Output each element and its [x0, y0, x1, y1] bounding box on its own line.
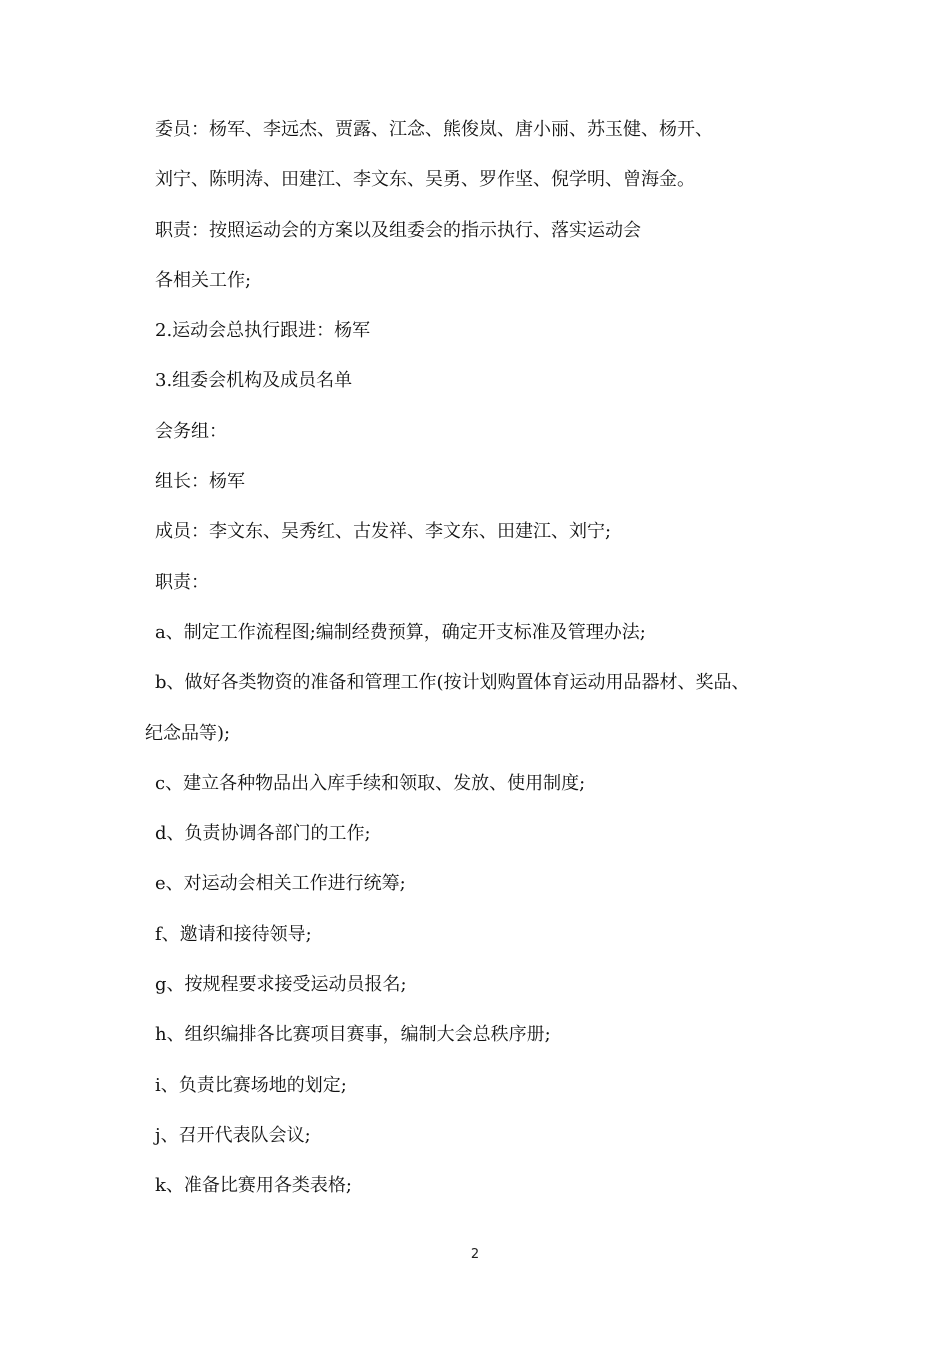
text-line: a、制定工作流程图;编制经费预算，确定开支标准及管理办法; [155, 621, 646, 643]
text-line: e、对运动会相关工作进行统筹; [155, 873, 406, 895]
text-line: 3.组委会机构及成员名单 [155, 370, 353, 392]
text-line: 2.运动会总执行跟进：杨军 [155, 320, 371, 342]
text-line: i、负责比赛场地的划定; [155, 1074, 347, 1096]
page-number: 2 [470, 1247, 480, 1262]
document-body [0, 115, 950, 1222]
text-line: h、组织编排各比赛项目赛事，编制大会总秩序册; [155, 1024, 551, 1046]
text-line: 组长：杨军 [155, 471, 245, 493]
text-line: 纪念品等); [145, 722, 231, 744]
text-line: k、准备比赛用各类表格; [155, 1175, 352, 1197]
text-line: 职责： [155, 571, 209, 593]
text-line: f、邀请和接待领导; [155, 923, 312, 945]
text-line: g、按规程要求接受运动员报名; [155, 974, 407, 996]
text-line: 会务组： [155, 420, 227, 442]
text-line: j、召开代表队会议; [155, 1124, 311, 1146]
text-line: 成员：李文东、吴秀红、古发祥、李文东、田建江、刘宁; [155, 521, 612, 543]
text-line: 各相关工作; [155, 269, 252, 291]
text-line: 刘宁、陈明涛、田建江、李文东、吴勇、罗作坚、倪学明、曾海金。 [155, 169, 695, 191]
text-line: b、做好各类物资的准备和管理工作(按计划购置体育运动用品器材、奖品、 [155, 672, 750, 694]
text-line: d、负责协调各部门的工作; [155, 823, 371, 845]
text-line: c、建立各种物品出入库手续和领取、发放、使用制度; [155, 772, 586, 794]
text-line: 职责：按照运动会的方案以及组委会的指示执行、落实运动会 [155, 219, 641, 241]
text-line: 委员：杨军、李远杰、贾露、江念、熊俊岚、唐小丽、苏玉健、杨开、 [155, 119, 713, 140]
